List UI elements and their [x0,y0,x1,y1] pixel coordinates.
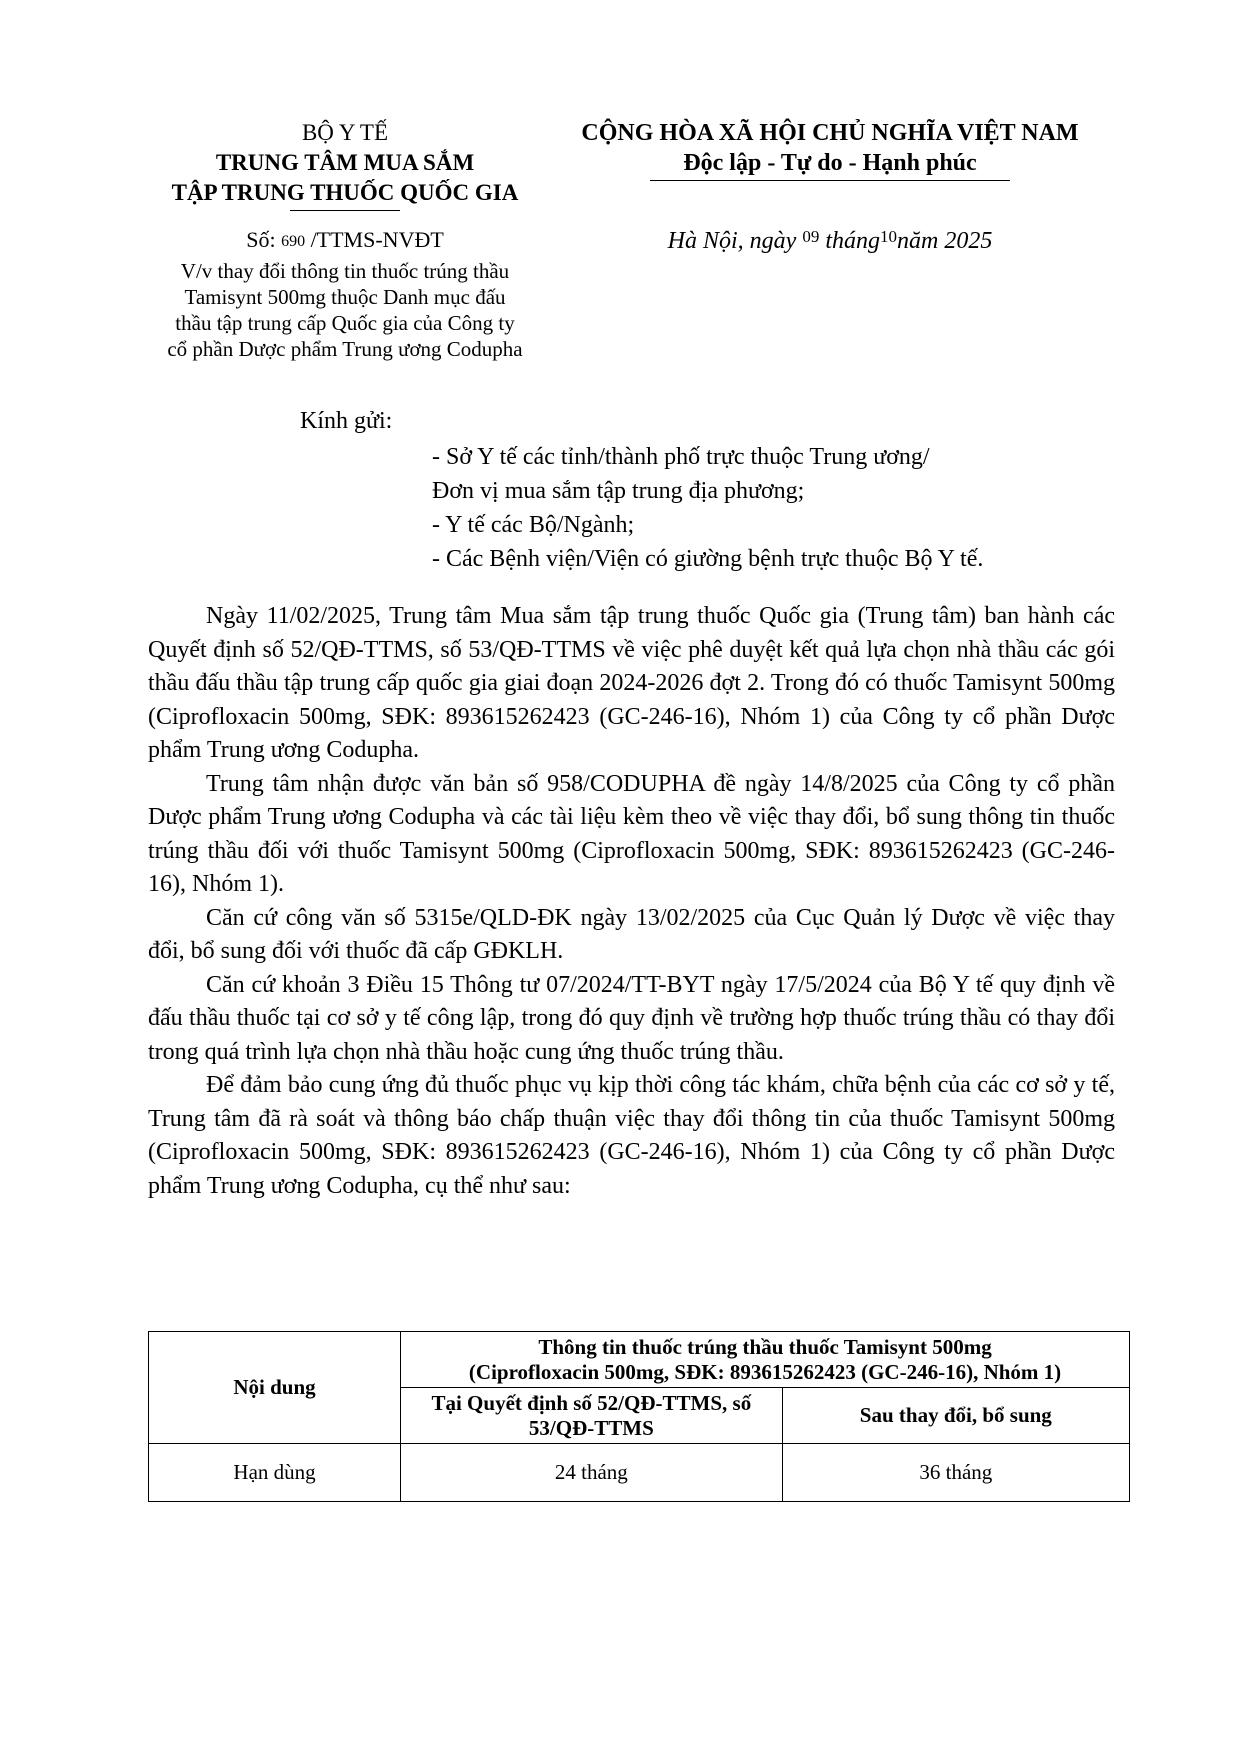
date-day: 09 [802,227,820,246]
national-motto: Độc lập - Tự do - Hạnh phúc [683,150,977,176]
recipient-item: - Các Bệnh viện/Viện có giường bệnh trực thuộc Bộ Y tế. [432,546,984,572]
header-content: Nội dung [149,1332,401,1444]
header-drug-info-line2: (Ciprofloxacin 500mg, SĐK: 893615262423 (GC-246-16), Nhóm 1) [468,1359,1062,1384]
cell-before: 24 tháng [401,1444,783,1502]
nation-name: CỘNG HÒA XÃ HỘI CHỦ NGHĨA VIỆT NAM [581,120,1079,146]
cell-after: 36 tháng [782,1444,1129,1502]
subject-line: cổ phần Dược phẩm Trung ương Codupha [167,337,523,361]
body-paragraph: Căn cứ khoản 3 Điều 15 Thông tư 07/2024/TT-BYT ngày 17/5/2024 của Bộ Y tế quy định về đấu thầu thuốc tại cơ sở y tế công lập, trong đó quy định về trường hợp thuốc trúng thầu có thay đổi trong quá trình lựa chọn nhà thầu hoặc cung ứng thuốc trúng thầu. [148,971,1115,1065]
center-name-line1: TRUNG TÂM MUA SẮM [215,150,475,175]
recipient-item: Đơn vị mua sắm tập trung địa phương; [432,478,805,504]
recipient-item: - Y tế các Bộ/Ngành; [432,512,635,538]
table-row [149,1444,1130,1502]
header-drug-info [401,1332,1130,1388]
date-year: năm 2025 [897,228,993,254]
recipient-item: - Sở Y tế các tỉnh/thành phố trực thuộc Trung ương/ [432,444,930,470]
ministry-name: BỘ Y TẾ [301,120,389,145]
body-paragraph: Để đảm bảo cung ứng đủ thuốc phục vụ kịp thời công tác khám, chữa bệnh của các cơ sở y tế, Trung tâm đã rà soát và thông báo chấp thuận việc thay đổi thông tin của thuốc Tamisynt 500mg (Ciprofloxacin 500mg, SĐK: 893615262423 (GC-246-16), Nhóm 1) của Công ty cổ phần Dược phẩm Trung ương Codupha, cụ thể như sau: [148,1072,1115,1199]
issuing-agency-block [130,118,560,211]
center-name-line2: TẬP TRUNG THUỐC QUỐC GIA [171,180,519,205]
subject-line: thầu tập trung cấp Quốc gia của Công ty [175,311,515,335]
body-paragraph: Ngày 11/02/2025, Trung tâm Mua sắm tập trung thuốc Quốc gia (Trung tâm) ban hành các Quyết định số 52/QĐ-TTMS, số 53/QĐ-TTMS về việc phê duyệt kết quả lựa chọn nhà thầu các gói thầu đấu thầu tập trung cấp quốc gia giai đoạn 2024-2026 đợt 2. Trong đó có thuốc Tamisynt 500mg (Ciprofloxacin 500mg, SĐK: 893615262423 (GC-246-16), Nhóm 1) của Công ty cổ phần Dược phẩm Trung ương Codupha. [148,603,1115,763]
doc-number-prefix: Số: [246,227,276,252]
body-paragraph: Trung tâm nhận được văn bản số 958/CODUPHA đề ngày 14/8/2025 của Công ty cổ phần Dược phẩm Trung ương Codupha và các tài liệu kèm theo về việc thay đổi, bổ sung thông tin thuốc trúng thầu đối với thuốc Tamisynt 500mg (Ciprofloxacin 500mg, SĐK: 893615262423 (GC-246-16), Nhóm 1). [148,770,1115,897]
document-number [130,226,560,256]
header-drug-info-line1: Thông tin thuốc trúng thầu thuốc Tamisynt 500mg [538,1334,992,1359]
doc-number-value: 690 [281,233,306,250]
place-and-date [560,222,1100,256]
salutation: Kính gửi: [300,408,393,434]
document-body [148,600,1115,1203]
cell-content: Hạn dùng [149,1444,401,1502]
header-before: Tại Quyết định số 52/QĐ-TTMS, số 53/QĐ-TTMS [401,1388,783,1444]
header-after: Sau thay đổi, bổ sung [782,1388,1129,1444]
table-header-row [149,1332,1130,1388]
body-paragraph: Căn cứ công văn số 5315e/QLD-ĐK ngày 13/02/2025 của Cục Quản lý Dược về việc thay đổi, bổ sung đối với thuốc đã cấp GĐKLH. [148,904,1115,964]
date-month-label: tháng [825,228,880,254]
date-place: Hà Nội, ngày [667,228,797,254]
motto-underline [650,180,1010,181]
agency-underline [290,210,400,211]
drug-change-table [148,1331,1130,1502]
national-header-block [560,118,1100,181]
document-subject [120,258,570,362]
doc-number-suffix: /TTMS-NVĐT [310,227,444,252]
recipient-list [432,440,1132,576]
subject-line: Tamisynt 500mg thuộc Danh mục đấu [184,285,506,309]
subject-line: V/v thay đổi thông tin thuốc trúng thầu [180,259,510,283]
date-month: 10 [880,227,897,246]
